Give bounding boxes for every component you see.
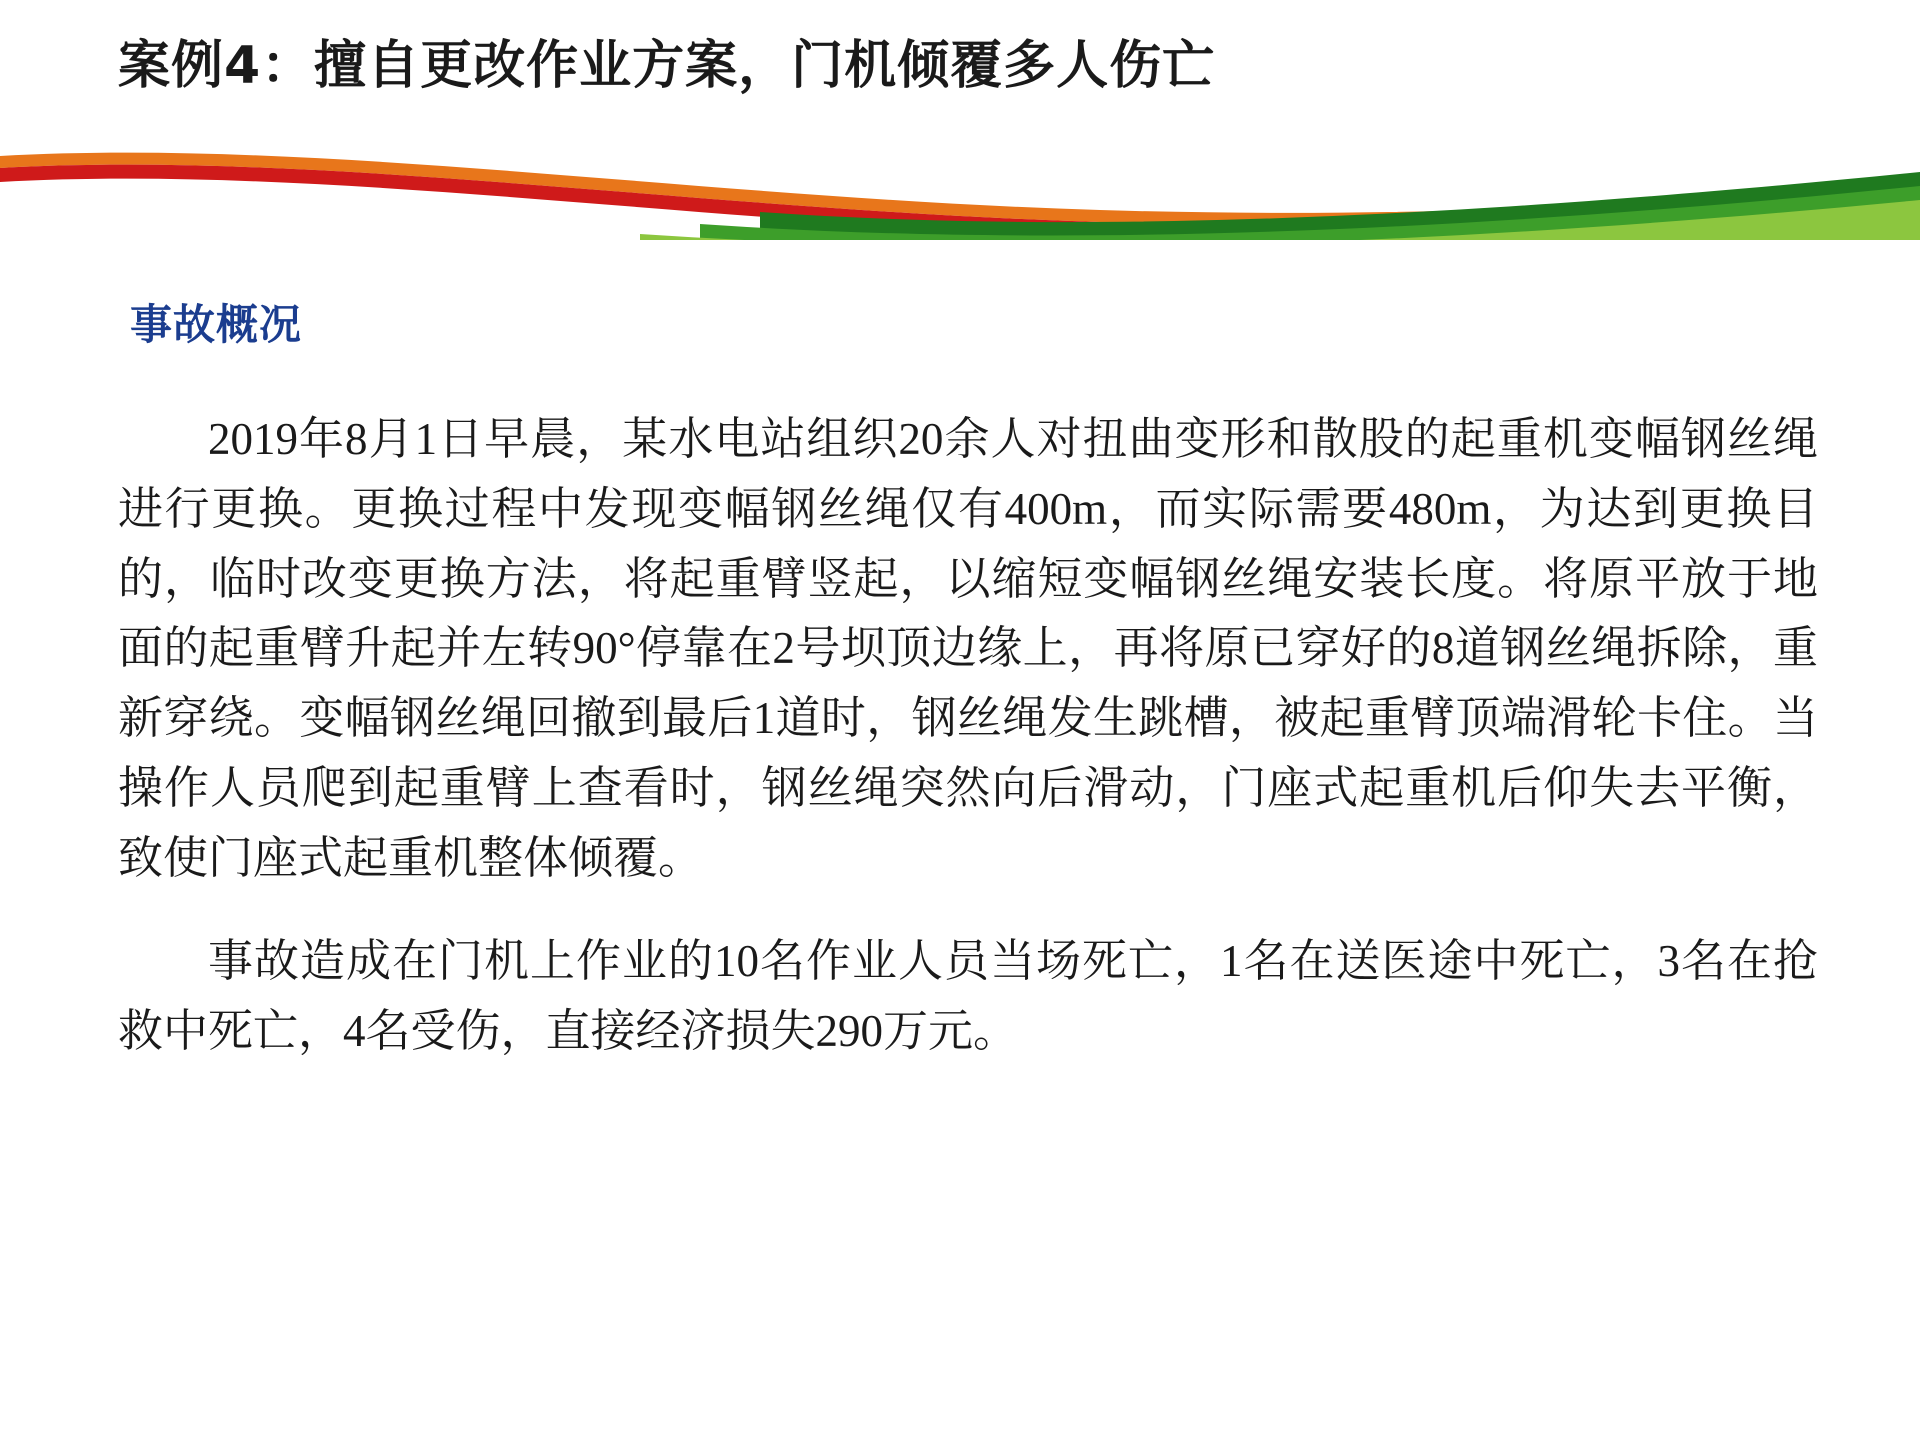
paragraph-casualties: 事故造成在门机上作业的10名作业人员当场死亡，1名在送医途中死亡，3名在抢救中死亡，4名受伤，直接经济损失290万元。	[118, 936, 1818, 1056]
decorative-wave-divider	[0, 150, 1920, 240]
section-heading: 事故概况	[130, 300, 303, 349]
body-content	[118, 405, 1818, 1067]
page-title: 案例4：擅自更改作业方案，门机倾覆多人伤亡	[118, 36, 1216, 96]
paragraph-accident-description: 2019年8月1日早晨，某水电站组织20余人对扭曲变形和散股的起重机变幅钢丝绳进行更换。更换过程中发现变幅钢丝绳仅有400m，而实际需要480m，为达到更换目的，临时改变更换方法，将起重臂竖起，以缩短变幅钢丝绳安装长度。将原平放于地面的起重臂升起并左转90°停靠在2号坝顶边缘上，再将原已穿好的8道钢丝绳拆除，重新穿绕。变幅钢丝绳回撤到最后1道时，钢丝绳发生跳槽，被起重臂顶端滑轮卡住。当操作人员爬到起重臂上查看时，钢丝绳突然向后滑动，门座式起重机后仰失去平衡，致使门座式起重机整体倾覆。	[118, 414, 1818, 883]
